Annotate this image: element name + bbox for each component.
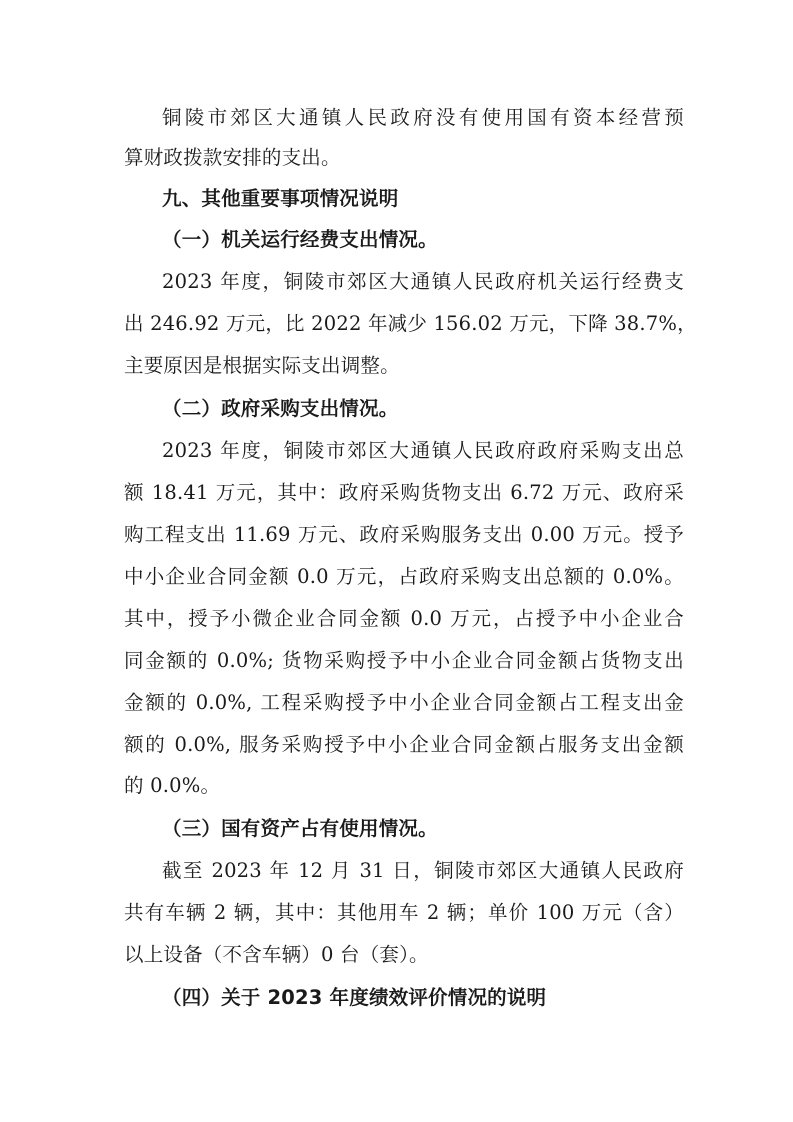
paragraph-line: 额的 0.0%, 服务采购授予中小企业合同金额占服务支出金额 (124, 733, 684, 756)
paragraph-line: 以上设备（不含车辆）0 台（套）。 (124, 943, 429, 966)
paragraph-line: 2023 年度，铜陵市郊区大通镇人民政府政府采购支出总 (162, 439, 684, 462)
paragraph-line: 主要原因是根据实际支出调整。 (124, 354, 400, 377)
paragraph-line: 金额的 0.0%, 工程采购授予中小企业合同金额占工程支出金 (124, 691, 684, 714)
paragraph-line: 购工程支出 11.69 万元、政府采购服务支出 0.00 万元。授予 (124, 523, 684, 546)
paragraph-line: 共有车辆 2 辆，其中：其他用车 2 辆；单价 100 万元（含） (124, 901, 684, 924)
paragraph-line: 同金额的 0.0%; 货物采购授予中小企业合同金额占货物支出 (124, 649, 684, 672)
paragraph-line: 出 246.92 万元，比 2022 年减少 156.02 万元，下降 38.7%， (124, 312, 697, 335)
paragraph-line: 2023 年度，铜陵市郊区大通镇人民政府机关运行经费支 (162, 270, 684, 293)
subsection-heading: （三）国有资产占有使用情况。 (162, 817, 438, 840)
paragraph-line: 铜陵市郊区大通镇人民政府没有使用国有资本经营预 (162, 106, 684, 129)
paragraph-line: 的 0.0%。 (124, 774, 221, 797)
section-heading: 九、其他重要事项情况说明 (162, 187, 399, 210)
paragraph-line: 截至 2023 年 12 月 31 日，铜陵市郊区大通镇人民政府 (162, 859, 684, 882)
paragraph-line: 额 18.41 万元，其中：政府采购货物支出 6.72 万元、政府采 (124, 481, 684, 504)
paragraph-line: 算财政拨款安排的支出。 (124, 146, 341, 169)
subsection-heading: （四）关于 2023 年度绩效评价情况的说明 (162, 986, 547, 1009)
subsection-heading: （一）机关运行经费支出情况。 (162, 228, 438, 251)
paragraph-line: 其中，授予小微企业合同金额 0.0 万元，占授予中小企业合 (124, 607, 684, 630)
subsection-heading: （二）政府采购支出情况。 (162, 397, 399, 420)
paragraph-line: 中小企业合同金额 0.0 万元，占政府采购支出总额的 0.0%。 (124, 565, 684, 588)
